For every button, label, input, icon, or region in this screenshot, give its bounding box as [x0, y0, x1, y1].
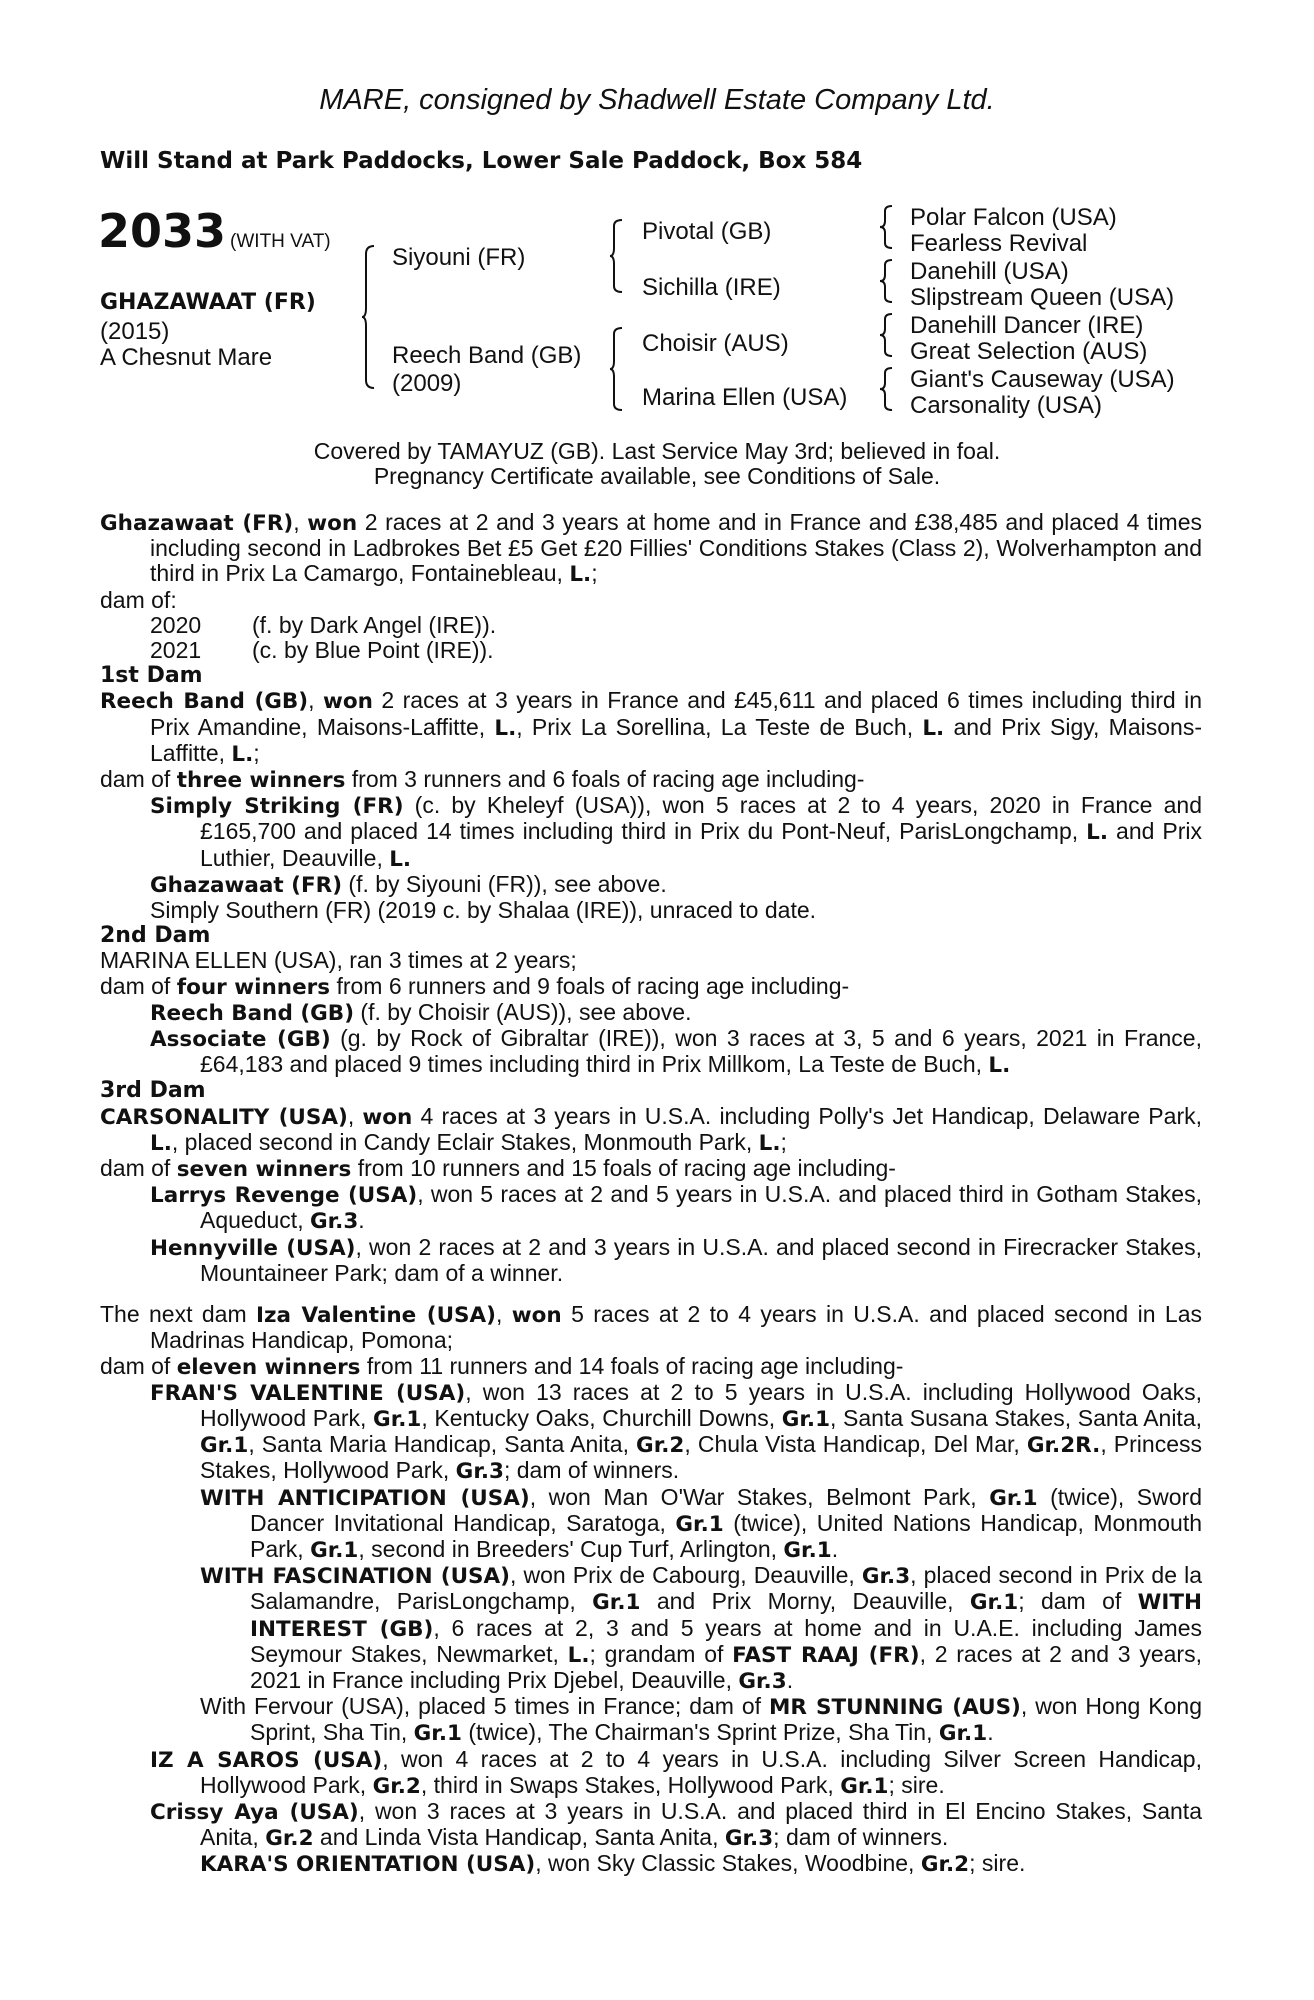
- pedigree-g1: Polar Falcon (USA): [910, 204, 1117, 231]
- foal-row: [100, 613, 1202, 638]
- produce-text: dam of: [100, 1155, 177, 1182]
- first-dam-text: 2 races at 3 years in France and £45,611 and placed 6 times including third in Prix Amandine, Maisons-Laffitte,: [150, 687, 1202, 740]
- horse-description: A Chesnut Mare: [100, 344, 273, 371]
- first-dam-text: ;: [253, 739, 260, 766]
- listed-mark: L.: [389, 846, 412, 872]
- pedigree-dam: Reech Band (GB): [392, 342, 582, 369]
- produce-text: , won 13 races at 2 to 5 years in U.S.A. including Hollywood Oaks, Hollywood Park,: [200, 1378, 1202, 1431]
- covering-line-2: Pregnancy Certificate available, see Conditions of Sale.: [373, 463, 941, 489]
- grade-mark: Gr.1: [781, 1406, 831, 1432]
- produce-name: Larrys Revenge (USA): [150, 1183, 418, 1209]
- horse-name: GHAZAWAAT (FR): [100, 290, 316, 315]
- second-dam-line: MARINA ELLEN (USA), ran 3 times at 2 years;: [100, 947, 577, 974]
- produce-text: (c. by Kheleyf (USA)), won 5 races at 2 to 4 years, 2020 in France and £165,700 and placed 14 times including third in Prix du Pont-Neuf, ParisLongchamp,: [200, 792, 1202, 845]
- pedigree-g4: Slipstream Queen (USA): [910, 284, 1175, 311]
- produce-name: Ghazawaat (FR): [150, 872, 343, 898]
- produce-text: , Santa Susana Stakes, Santa Anita,: [830, 1404, 1203, 1431]
- listed-mark: L.: [922, 715, 945, 741]
- produce-entry: [100, 1851, 1202, 1877]
- intro-dam-of: dam of:: [100, 586, 177, 613]
- second-dam-produce-line: [100, 974, 1202, 1000]
- produce-name: Simply Striking (FR): [150, 794, 404, 820]
- produce-text: and Prix Morny, Deauville,: [640, 1588, 970, 1615]
- pedigree-brace-g2: [880, 258, 894, 304]
- grade-mark: Gr.2: [636, 1433, 685, 1459]
- grade-mark: Gr.2: [372, 1773, 421, 1799]
- third-dam-heading: 3rd Dam: [100, 1078, 206, 1104]
- produce-text: dam of: [100, 972, 177, 999]
- produce-name: KARA'S ORIENTATION (USA): [200, 1852, 536, 1878]
- third-dam-produce-line: [100, 1156, 1202, 1182]
- winners-count: eleven winners: [176, 1354, 361, 1380]
- produce-text: ; dam of winners.: [773, 1824, 949, 1851]
- produce-entry: [100, 1380, 1202, 1485]
- produce-text: .: [358, 1207, 365, 1234]
- produce-text: from 11 runners and 14 foals of racing age including-: [360, 1352, 904, 1379]
- consignor-line: MARE, consigned by Shadwell Estate Company Ltd.: [319, 84, 995, 116]
- produce-text: , Princess Stakes, Hollywood Park,: [200, 1431, 1202, 1484]
- pedigree-g2: Fearless Revival: [910, 230, 1088, 257]
- intro-end: ;: [591, 560, 598, 587]
- next-dam-text: ,: [495, 1301, 512, 1328]
- next-dam-paragraph: [100, 1302, 1202, 1353]
- listed-mark: L.: [231, 741, 254, 767]
- next-dam-text: The next dam: [100, 1301, 256, 1328]
- covering-line-1: Covered by TAMAYUZ (GB). Last Service May 3rd; believed in foal.: [313, 438, 1001, 464]
- lot-number-block: [98, 204, 331, 258]
- produce-text: , won Hong Kong Sprint, Sha Tin,: [250, 1693, 1202, 1746]
- pedigree-sire: Siyouni (FR): [392, 244, 526, 271]
- foal-year: 2020: [150, 611, 202, 638]
- produce-name: WITH FASCINATION (USA): [200, 1564, 510, 1590]
- vat-note: (WITH VAT): [230, 231, 331, 252]
- produce-text: , won 3 races at 3 years in U.S.A. and placed third in El Encino Stakes, Santa Anita,: [200, 1797, 1202, 1851]
- first-dam-text: and Prix Sigy, Maisons-Laffitte,: [150, 713, 1202, 766]
- produce-text: ; sire.: [888, 1771, 945, 1798]
- grade-mark: Gr.1: [938, 1721, 988, 1747]
- grade-mark: Gr.2: [920, 1852, 970, 1878]
- produce-text: ; dam of winners.: [503, 1457, 680, 1484]
- produce-text: , won Sky Classic Stakes, Woodbine,: [535, 1850, 921, 1877]
- produce-text: ; dam of: [1018, 1588, 1138, 1615]
- pedigree-brace-g4: [880, 366, 894, 412]
- grade-mark: Gr.1: [413, 1721, 462, 1747]
- listed-mark: L.: [567, 1642, 590, 1668]
- produce-text: , Kentucky Oaks, Churchill Downs,: [421, 1404, 782, 1431]
- produce-text: (f. by Choisir (AUS)), see above.: [354, 998, 692, 1025]
- produce-text: , won Man O'War Stakes, Belmont Park,: [529, 1483, 990, 1510]
- produce-text: , won 4 races at 2 to 4 years in U.S.A. including Silver Screen Handicap, Hollywood Park,: [200, 1745, 1202, 1798]
- produce-entry: [100, 1000, 1202, 1026]
- produce-name: FRAN'S VALENTINE (USA): [150, 1380, 466, 1406]
- produce-text: , third in Swaps Stakes, Hollywood Park,: [420, 1771, 841, 1798]
- grade-mark: Gr.1: [200, 1433, 249, 1459]
- produce-text: , won 2 races at 2 and 3 years in U.S.A. and placed second in Firecracker Stakes, Mountaineer Park; dam of a winner.: [200, 1233, 1202, 1286]
- third-dam-text: , placed second in Candy Eclair Stakes, Monmouth Park,: [171, 1128, 759, 1155]
- produce-name: Crissy Aya (USA): [150, 1799, 359, 1825]
- produce-text: , 2 races at 2 and 3 years, 2021 in France including Prix Djebel, Deauville,: [250, 1640, 1202, 1693]
- grade-mark: Gr.1: [592, 1590, 641, 1616]
- produce-text: With Fervour (USA), placed 5 times in France; dam of: [200, 1693, 770, 1720]
- produce-text: dam of: [100, 766, 177, 793]
- pedigree-brace-dam: [610, 326, 624, 412]
- pedigree-brace-g3: [880, 312, 894, 358]
- grade-mark: Gr.1: [310, 1537, 359, 1563]
- pedigree-dam-dam: Marina Ellen (USA): [642, 384, 848, 411]
- pedigree-sire-dam: Sichilla (IRE): [642, 274, 781, 301]
- pedigree-notes: [100, 510, 1202, 1878]
- grade-mark: Gr.3: [861, 1564, 911, 1590]
- produce-entry: Simply Southern (FR) (2019 c. by Shalaa (IRE)), unraced to date.: [150, 897, 817, 924]
- produce-text: from 3 runners and 6 foals of racing age including-: [345, 766, 865, 793]
- grade-mark: Gr.1: [783, 1537, 832, 1563]
- produce-text: , placed second in Prix de la Salamandre, ParisLongchamp,: [250, 1562, 1202, 1615]
- produce-entry: [100, 1485, 1202, 1564]
- pedigree-sire-sire: Pivotal (GB): [642, 218, 772, 245]
- winners-count: three winners: [176, 768, 346, 794]
- first-dam-text: , Prix La Sorellina, La Teste de Buch,: [516, 713, 923, 740]
- grade-mark: Gr.2: [265, 1826, 314, 1852]
- produce-entry: [100, 1747, 1202, 1799]
- produce-entry: [100, 1026, 1202, 1078]
- produce-name: Associate (GB): [150, 1027, 331, 1053]
- first-dam-name: Reech Band (GB): [100, 689, 309, 715]
- produce-name: Reech Band (GB): [150, 1000, 355, 1026]
- second-dam-heading: 2nd Dam: [100, 923, 211, 949]
- listed-mark: L.: [494, 715, 517, 741]
- produce-text: (f. by Siyouni (FR)), see above.: [342, 870, 667, 897]
- next-dam-name: Iza Valentine (USA): [256, 1303, 496, 1329]
- intro-text: 2 races at 2 and 3 years at home and in France and £38,485 and placed 4 times including second in Ladbrokes Bet £5 Get £20 Fillies' Conditions Stakes (Class 2), Wolverhampton and third in Prix La Camargo, Fontainebleau,: [150, 509, 1203, 587]
- grade-mark: Gr.3: [309, 1209, 359, 1235]
- produce-name: WITH ANTICIPATION (USA): [200, 1485, 530, 1511]
- third-dam-text: ;: [780, 1128, 787, 1155]
- produce-text: (twice), The Chairman's Sprint Prize, Sha Tin,: [461, 1719, 939, 1746]
- produce-text: .: [786, 1666, 794, 1693]
- first-dam-heading: 1st Dam: [100, 663, 203, 689]
- produce-text: , second in Breeders' Cup Turf, Arlington,: [358, 1535, 784, 1562]
- listed-mark: L.: [758, 1130, 781, 1156]
- produce-text: ; grandam of: [589, 1640, 733, 1667]
- next-dam-produce-line: [100, 1354, 1202, 1380]
- first-dam-won: won: [322, 689, 373, 715]
- third-dam-paragraph: CARSONALITY (USA), won 4 races at 3 years in U.S.A. including Polly's Jet Handicap, Delaware Park, L., placed second in Candy Eclair Stakes, Monmouth Park, L.;: [100, 1102, 1202, 1156]
- pedigree-dam-sire: Choisir (AUS): [642, 330, 789, 357]
- pedigree-g3: Danehill (USA): [910, 258, 1069, 285]
- winners-count: seven winners: [176, 1157, 352, 1183]
- first-dam-paragraph: Reech Band (GB), won 2 races at 3 years in France and £45,611 and placed 6 times including third in Prix Amandine, Maisons-Laffitte, L., Prix La Sorellina, La Teste de Buch, L. and Prix Sigy, Maisons-Laffitte, L.;: [100, 687, 1202, 767]
- listed-mark: L.: [1086, 820, 1109, 846]
- produce-text: and Prix Luthier, Deauville,: [200, 818, 1203, 871]
- produce-text: and Linda Vista Handicap, Santa Anita,: [313, 1824, 725, 1851]
- produce-text: , Chula Vista Handicap, Del Mar,: [684, 1431, 1027, 1458]
- produce-entry: [100, 1563, 1202, 1694]
- produce-text: (twice), United Nations Handicap, Monmouth Park,: [250, 1509, 1202, 1562]
- standing-location: Will Stand at Park Paddocks, Lower Sale Paddock, Box 584: [100, 148, 863, 174]
- produce-entry: [100, 1799, 1202, 1851]
- grade-mark: Gr.3: [738, 1668, 787, 1694]
- produce-text: , 6 races at 2, 3 and 5 years at home and in U.A.E. including James Seymour Stakes, Newmarket,: [250, 1614, 1202, 1667]
- produce-text: .: [831, 1535, 839, 1562]
- grade-mark: Gr.1: [969, 1590, 1019, 1616]
- pedigree-brace-main: [362, 244, 376, 390]
- grade-mark: Gr.3: [455, 1459, 504, 1485]
- third-dam-name: CARSONALITY (USA): [100, 1104, 348, 1130]
- lot-number: 2033: [98, 204, 227, 258]
- produce-text: (g. by Rock of Gibraltar (IRE)), won 3 races at 3, 5 and 6 years, 2021 in France, £64,183 and placed 9 times including third in Prix Millkom, La Teste de Buch,: [200, 1025, 1202, 1078]
- winners-count: four winners: [176, 974, 331, 1000]
- grade-mark: Gr.3: [724, 1826, 774, 1852]
- produce-text: , Santa Maria Handicap, Santa Anita,: [248, 1431, 637, 1458]
- produce-name: FAST RAAJ (FR): [732, 1642, 920, 1668]
- produce-entry: [100, 1235, 1202, 1286]
- produce-text: , won 5 races at 2 and 5 years in U.S.A. and placed third in Gotham Stakes, Aqueduct,: [200, 1181, 1202, 1234]
- produce-name: IZ A SAROS (USA): [150, 1747, 383, 1773]
- produce-name: MR STUNNING (AUS): [769, 1695, 1021, 1721]
- produce-text: from 6 runners and 9 foals of racing age including-: [330, 972, 850, 999]
- grade-mark: Gr.2R.: [1026, 1433, 1101, 1459]
- third-dam-text: 4 races at 3 years in U.S.A. including Polly's Jet Handicap, Delaware Park,: [412, 1102, 1202, 1129]
- foal-text: (c. by Blue Point (IRE)).: [252, 637, 494, 664]
- grade-mark: Gr.1: [373, 1406, 422, 1432]
- intro-paragraph: Ghazawaat (FR), won 2 races at 2 and 3 years at home and in France and £38,485 and placed 4 times including second in Ladbrokes Bet £5 Get £20 Fillies' Conditions Stakes (Class 2), Wolverhampton and third in Prix La Camargo, Fontainebleau, L.;: [100, 509, 1203, 588]
- produce-entry: [100, 793, 1202, 872]
- foal-year: 2021: [150, 637, 202, 664]
- intro-won: won: [307, 511, 358, 536]
- grade-mark: Gr.1: [989, 1485, 1038, 1511]
- produce-name: WITH INTEREST (GB): [250, 1590, 1203, 1642]
- pedigree-brace-g1: [880, 204, 894, 250]
- produce-entry: [100, 872, 1202, 898]
- pedigree-brace-sire: [610, 218, 624, 294]
- intro-horse-name: Ghazawaat (FR): [100, 511, 294, 536]
- foal-row: [100, 638, 1202, 663]
- pedigree-dam-year: (2009): [392, 370, 462, 397]
- grade-mark: Gr.1: [840, 1773, 889, 1799]
- listed-mark: L.: [988, 1053, 1011, 1079]
- pedigree-g7: Giant's Causeway (USA): [910, 366, 1175, 393]
- horse-year: (2015): [100, 318, 170, 345]
- produce-name: Hennyville (USA): [150, 1235, 356, 1261]
- intro-listed: L.: [569, 562, 592, 588]
- produce-text: .: [987, 1719, 994, 1746]
- third-dam-won: won: [362, 1104, 413, 1130]
- produce-entry: [100, 1182, 1202, 1234]
- produce-entry: [100, 1694, 1202, 1746]
- pedigree-g6: Great Selection (AUS): [910, 338, 1148, 365]
- next-dam-won: won: [511, 1303, 562, 1329]
- pedigree-g8: Carsonality (USA): [910, 392, 1103, 419]
- first-dam-produce-line: [100, 767, 1202, 793]
- produce-text: ; sire.: [969, 1850, 1026, 1877]
- produce-text: (twice), Sword Dancer Invitational Handicap, Saratoga,: [250, 1483, 1202, 1536]
- listed-mark: L.: [150, 1130, 172, 1156]
- foal-text: (f. by Dark Angel (IRE)).: [252, 611, 497, 638]
- produce-text: , won Prix de Cabourg, Deauville,: [509, 1562, 862, 1589]
- next-dam-text: 5 races at 2 to 4 years in U.S.A. and placed second in Las Madrinas Handicap, Pomona;: [150, 1301, 1202, 1354]
- grade-mark: Gr.1: [675, 1511, 724, 1537]
- produce-text: from 10 runners and 15 foals of racing age including-: [351, 1155, 896, 1182]
- pedigree-g5: Danehill Dancer (IRE): [910, 312, 1144, 339]
- produce-text: dam of: [100, 1352, 177, 1379]
